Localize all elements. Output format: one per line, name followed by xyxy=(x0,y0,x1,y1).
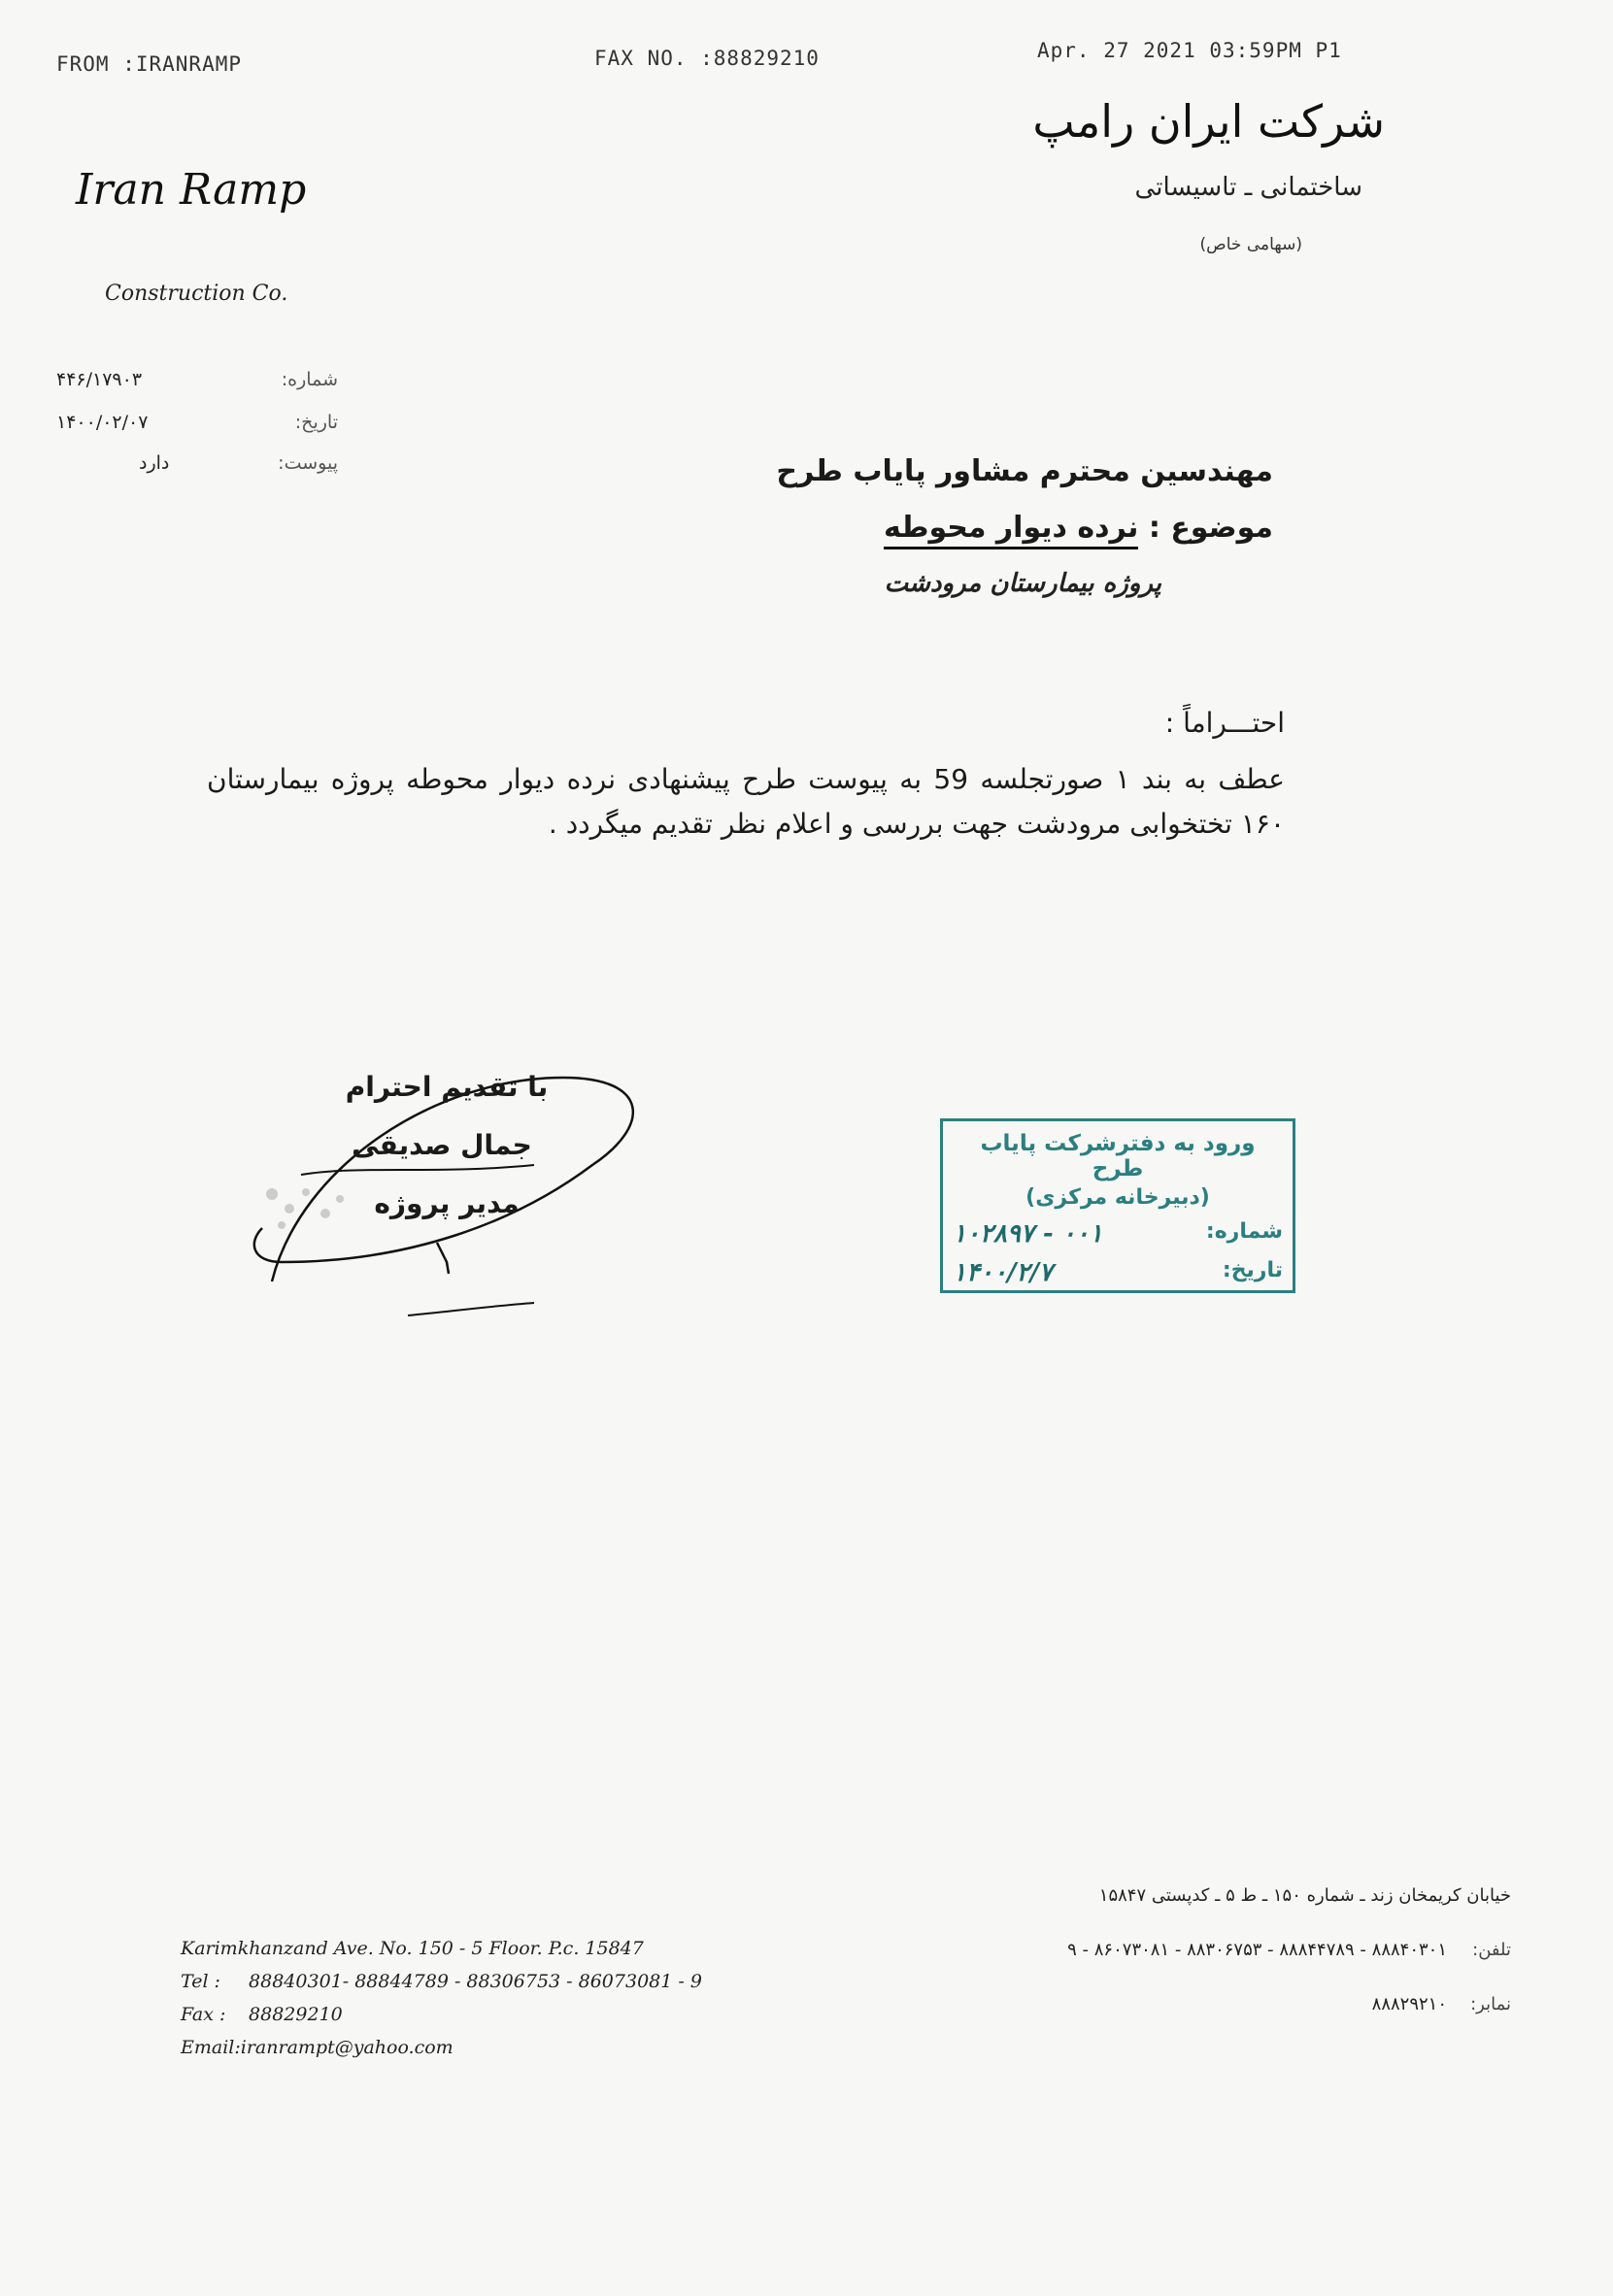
footer-en xyxy=(181,1932,702,2064)
stamp-number-label: شماره: xyxy=(1205,1219,1283,1244)
company-logo-subtitle: Construction Co. xyxy=(105,282,288,306)
letter-number-label: شماره: xyxy=(281,369,338,390)
letter-number-value: ۴۴۶/۱۷۹۰۳ xyxy=(56,369,143,390)
footer-fa xyxy=(928,1869,1511,2032)
company-name-fa: شرکت ایران رامپ xyxy=(1032,95,1385,148)
letter-date-value: ۱۴۰۰/۰۲/۰۷ xyxy=(56,412,149,433)
stamp-date-label: تاریخ: xyxy=(1222,1258,1283,1282)
footer-fa-address: خیابان کریمخان زند ـ شماره ۱۵۰ ـ ط ۵ ـ کدپستی ۱۵۸۴۷ xyxy=(1098,1885,1511,1906)
footer-fa-fax-label: نمابر: xyxy=(1470,1994,1511,2014)
footer-fa-fax: ۸۸۸۲۹۲۱۰ xyxy=(1371,1994,1447,2014)
footer-en-address: Karimkhanzand Ave. No. 150 - 5 Floor. P.c. 15847 xyxy=(181,1938,644,1959)
footer-fa-tel-row xyxy=(928,1923,1511,1978)
footer-fa-address-row xyxy=(928,1869,1511,1923)
company-logo-text: Iran Ramp xyxy=(76,165,307,215)
footer-fa-fax-row xyxy=(928,1978,1511,2032)
stamp-number-row xyxy=(953,1219,1283,1248)
company-activity-fa: ساختمانی ـ تاسیساتی xyxy=(1134,173,1362,202)
letter-subject xyxy=(884,511,1273,545)
stamp-line-1: ورود به دفترشرکت پایاب طرح xyxy=(980,1131,1256,1181)
signer-title: مدیر پروژه xyxy=(374,1187,520,1219)
footer-en-tel-label: Tel : xyxy=(181,1971,220,1992)
signer-name: جمال صدیقی xyxy=(352,1129,532,1161)
received-stamp xyxy=(940,1118,1295,1293)
letter-salutation: احتـــراماً : xyxy=(1164,707,1285,739)
letter-closing-block xyxy=(335,1058,558,1233)
subject-value: نرده دیوار محوطه xyxy=(884,511,1138,549)
letter-date-label: تاریخ: xyxy=(294,412,338,433)
stamp-line-2: (دبیرخانه مرکزی) xyxy=(1025,1185,1210,1210)
letter-date-row xyxy=(56,412,338,433)
footer-fa-tel: ۸۸۸۴۰۳۰۱ - ۸۸۸۴۴۷۸۹ - ۸۸۳۰۶۷۵۳ - ۸۶۰۷۳۰۸۱ - ۹ xyxy=(1067,1940,1447,1960)
company-type-fa: (سهامی خاص) xyxy=(1199,235,1302,254)
letter-attachment-label: پیوست: xyxy=(278,452,338,474)
footer-en-fax: 88829210 xyxy=(249,2004,343,2025)
stamp-date-row xyxy=(953,1258,1283,1287)
letter-number-row xyxy=(56,369,338,390)
subject-label: موضوع : xyxy=(1148,511,1273,545)
footer-en-tel-row xyxy=(181,1965,702,1998)
stamp-number-value: ۱۰۲۸۹۷ - ۰۰۱ xyxy=(953,1219,1103,1248)
footer-en-fax-row xyxy=(181,1998,702,2031)
letter-attachment-row xyxy=(56,452,338,474)
footer-en-fax-label: Fax : xyxy=(181,2004,226,2025)
fax-from-line: FROM :IRANRAMP xyxy=(56,52,243,76)
letter-body: عطف به بند ۱ صورتجلسه 59 به پیوست طرح پیشنهادی نرده دیوار محوطه پروژه بیمارستان ۱۶۰ تختخوابی مرودشت جهت بررسی و اعلام نظر تقدیم میگردد . xyxy=(207,763,1285,840)
footer-en-tel: 88840301- 88844789 - 88306753 - 86073081 - 9 xyxy=(249,1971,702,1992)
letter-recipient: مهندسین محترم مشاور پایاب طرح xyxy=(776,454,1273,488)
letter-closing: با تقدیم احترام xyxy=(345,1071,549,1103)
fax-number-line: FAX NO. :88829210 xyxy=(594,47,820,70)
stamp-date-value: ۱۴۰۰/۲/۷ xyxy=(953,1258,1053,1287)
footer-fa-tel-label: تلفن: xyxy=(1472,1940,1511,1960)
letter-project: پروژه بیمارستان مرودشت xyxy=(884,569,1161,598)
letter-attachment-value: دارد xyxy=(139,452,170,474)
fax-datetime-line: Apr. 27 2021 03:59PM P1 xyxy=(1037,39,1342,62)
footer-en-email: Email:iranrampt@yahoo.com xyxy=(181,2037,454,2058)
